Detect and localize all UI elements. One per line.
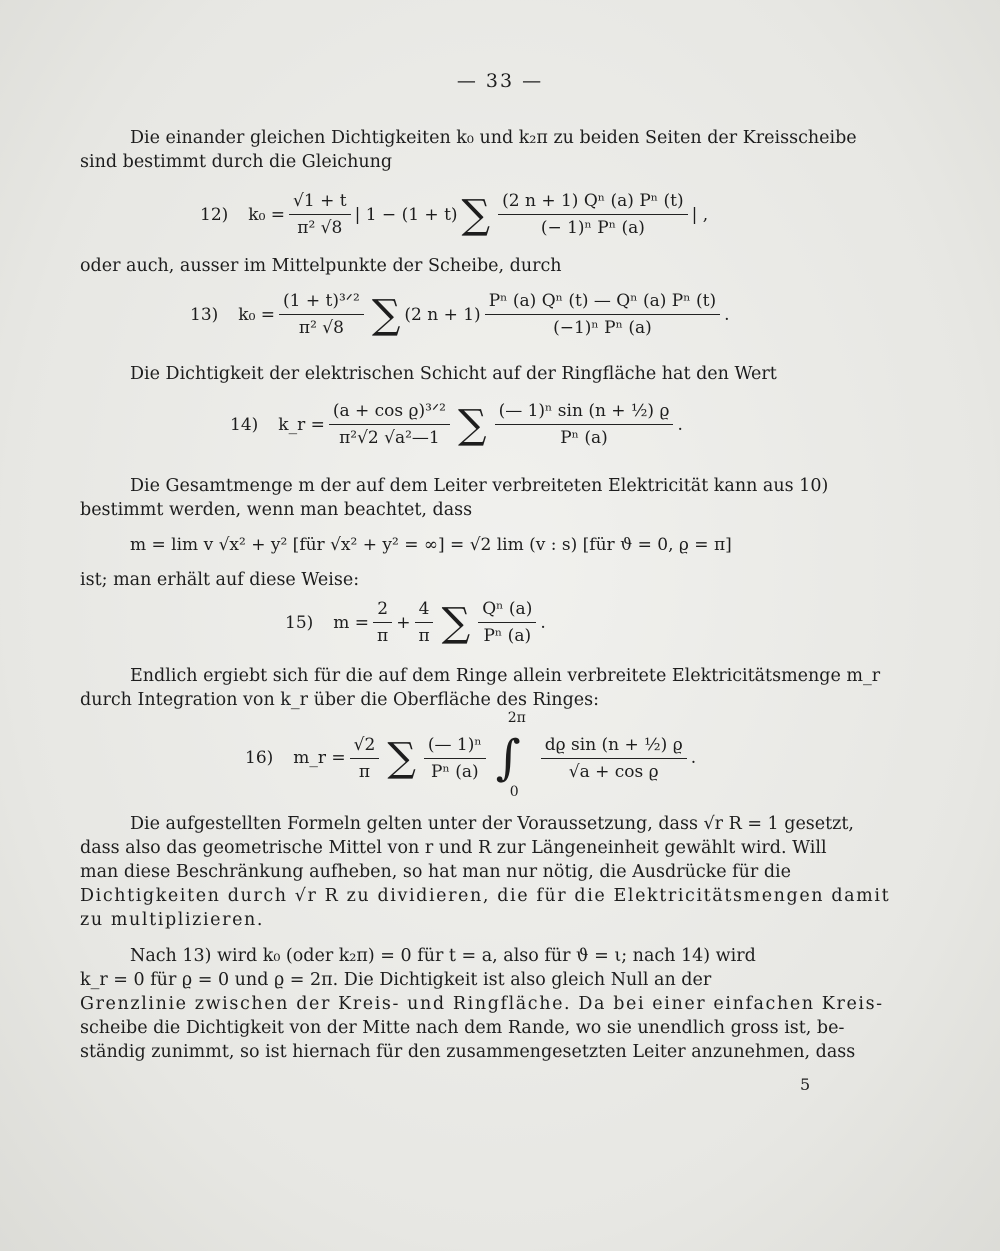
equation-m-limit [130,535,732,555]
paragraph-1 [80,126,960,174]
integral-symbol: ∫ 2π 0 [495,710,526,800]
numerator: √1 + t [289,190,351,215]
equation-term: (2 n + 1) [404,304,481,325]
numerator: (a + cos ϱ)³ᐟ² [329,400,450,425]
text-line: sind bestimmt durch die Gleichung [80,152,393,172]
text-line: Die einander gleichen Dichtigkeiten k₀ und k₂π zu beiden Seiten der Kreisscheibe [130,128,857,148]
text-line: Die aufgestellten Formeln gelten unter der Voraussetzung, dass √r R = 1 gesetzt, [130,814,854,834]
denominator: Pⁿ (a) [431,761,479,782]
text-line: man diese Beschränkung aufheben, so hat man nur nötig, die Ausdrücke für die [80,862,792,882]
sum-symbol: ∑ [441,599,471,646]
fraction [289,190,351,239]
text-line: Die Dichtigkeit der elektrischen Schicht auf der Ringfläche hat den Wert [130,364,777,384]
equation-lhs: m = [333,612,370,633]
numerator: (— 1)ⁿ sin (n + ½) ϱ [495,400,674,425]
fraction [373,598,392,647]
sum-symbol: ∑ [458,401,487,448]
equation-end: . [690,748,697,768]
equation-number: 16) [245,748,274,768]
equation-number: 12) [200,204,229,225]
denominator: (− 1)ⁿ Pⁿ (a) [540,218,645,238]
text-line: Nach 13) wird k₀ (oder k₂π) = 0 für t = a, also für ϑ = ι; nach 14) wird [130,946,756,966]
integral-upper-limit: 2π [507,710,526,726]
numerator: (2 n + 1) Qⁿ (a) Pⁿ (t) [498,190,688,215]
equation-number: 14) [230,414,259,435]
equation-end: . [677,414,683,435]
text-line: Grenzlinie zwischen der Kreis- und Ringfläche. Da bei einer einfachen Kreis- [80,994,884,1014]
equation-14 [230,400,683,449]
denominator: π [377,626,389,646]
numerator: 4 [415,598,434,623]
equation-number: 13) [190,304,219,325]
denominator: √a + cos ϱ [568,761,659,782]
text-line: ständig zunimmt, so ist hiernach für den zusammengesetzten Leiter anzunehmen, dass [80,1042,856,1062]
denominator: (−1)ⁿ Pⁿ (a) [553,318,652,338]
text-line: zu multiplizieren. [80,910,265,930]
fraction [541,734,687,783]
paragraph-3 [80,362,960,386]
paragraph-2 [80,254,910,278]
paragraph-7 [80,812,960,932]
page-number: — 33 — [456,70,544,92]
denominator: Pⁿ (a) [560,428,608,448]
text-line: dass also das geometrische Mittel von r und R zur Längeneinheit gewählt wird. Will [80,838,827,858]
equation-lhs: k₀ = [238,304,276,325]
fraction [414,598,433,647]
fraction [495,400,674,449]
paragraph-8 [80,944,960,1064]
equation-lhs: m_r = [293,748,346,768]
fraction [498,190,688,239]
text-line: oder auch, ausser im Mittelpunkte der Scheibe, durch [80,256,562,276]
numerator: Qⁿ (a) [478,598,536,623]
sum-symbol: ∑ [387,735,416,781]
fraction [329,400,450,449]
denominator: π [358,761,371,782]
integral-lower-limit: 0 [509,784,519,800]
equation-lhs: k₀ = [248,204,286,225]
fraction [279,290,364,339]
text-line: scheibe die Dichtigkeit von der Mitte nach dem Rande, wo sie unendlich gross ist, be- [80,1018,845,1038]
text-line: k_r = 0 für ϱ = 0 und ϱ = 2π. Die Dichtigkeit ist also gleich Null an der [80,970,712,990]
numerator: Pⁿ (a) Qⁿ (t) — Qⁿ (a) Pⁿ (t) [485,290,720,315]
numerator: (1 + t)³ᐟ² [279,290,364,315]
equation-15 [285,598,546,647]
equation-lhs: k_r = [278,414,325,435]
text-line: Die Gesamtmenge m der auf dem Leiter verbreiteten Elektricität kann aus 10) [130,476,829,496]
denominator: Pⁿ (a) [483,626,532,646]
fraction [478,598,536,647]
numerator: 2 [373,598,392,623]
bracket-term: | 1 − (1 + t) [354,204,458,225]
denominator: π² √8 [297,218,343,238]
numerator: √2 [350,734,380,759]
text-line: bestimmt werden, wenn man beachtet, dass [80,500,473,520]
plus-sign: + [396,612,411,633]
denominator: π [418,626,430,646]
equation-end: | , [691,204,709,225]
equation-number: 15) [285,612,314,633]
paragraph-5 [80,568,910,592]
paragraph-4 [80,474,960,522]
numerator: (— 1)ⁿ [424,734,486,759]
equation-12 [200,190,708,239]
signature-mark: 5 [800,1075,811,1094]
denominator: π²√2 √a²—1 [339,428,440,448]
equation-end: . [540,612,546,633]
equation-16 [245,710,697,800]
equation-end: . [724,304,730,325]
sum-symbol: ∑ [371,291,401,338]
denominator: π² √8 [298,318,344,338]
fraction [350,734,380,783]
fraction [485,290,720,339]
sum-symbol: ∑ [461,191,491,238]
fraction [424,734,486,783]
text-line: Endlich ergiebt sich für die auf dem Ringe allein verbreitete Elektricitätsmenge m_r [130,666,881,686]
text-line: ist; man erhält auf diese Weise: [80,570,360,590]
numerator: dϱ sin (n + ½) ϱ [541,734,687,759]
text-line: Dichtigkeiten durch √r R zu dividieren, die für die Elektricitätsmengen damit [80,886,891,906]
equation-text: m = lim v √x² + y² [für √x² + y² = ∞] = √2 lim (v : s) [für ϑ = 0, ϱ = π] [130,535,732,555]
text-line: durch Integration von k_r über die Oberfläche des Ringes: [80,690,600,710]
equation-13 [190,290,730,339]
paragraph-6 [80,664,960,712]
